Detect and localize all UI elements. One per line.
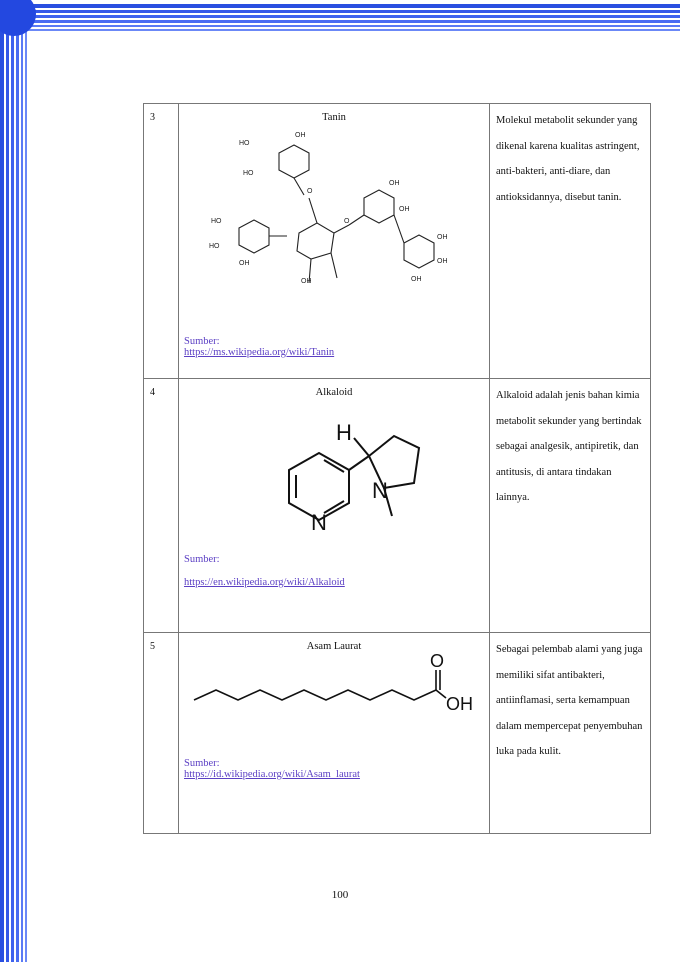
svg-text:O: O (307, 188, 313, 195)
svg-text:HO: HO (239, 140, 250, 147)
nitrogen-label: N (372, 478, 388, 503)
source-label: Sumber: (184, 336, 220, 347)
compound-cell (179, 379, 490, 633)
page-number: 100 (331, 889, 349, 901)
top-border-decoration (0, 0, 680, 40)
svg-text:OH: OH (389, 180, 400, 187)
row-number: 5 (144, 633, 179, 834)
hydroxyl-label: OH (446, 694, 473, 714)
source-label: Sumber: (184, 554, 220, 565)
svg-text:OH: OH (295, 132, 306, 139)
svg-text:O: O (344, 218, 350, 225)
svg-text:HO: HO (211, 218, 222, 225)
table-row (144, 379, 651, 633)
hydrogen-label: H (336, 420, 352, 445)
svg-text:HO: HO (243, 170, 254, 177)
svg-text:OH: OH (301, 278, 312, 285)
row-number: 4 (144, 379, 179, 633)
nicotine-structure-icon (244, 398, 424, 533)
source-label: Sumber: (184, 758, 220, 769)
lauric-acid-structure-icon (184, 652, 484, 722)
description: Sebagai pelembab alami yang juga memiliki sifat antibakteri, antiinflamasi, serta kemampuan dalam mempercepat penyembuhan luka pada kulit. (490, 633, 651, 834)
svg-text:OH: OH (437, 234, 448, 241)
source-link[interactable]: https://en.wikipedia.org/wiki/Alkaloid (184, 577, 345, 588)
row-number: 3 (144, 104, 179, 379)
svg-text:HO: HO (209, 243, 220, 250)
table-row (144, 104, 651, 379)
svg-text:OH: OH (239, 260, 250, 267)
description: Alkaloid adalah jenis bahan kimia metabolit sekunder yang bertindak sebagai analgesik, antipiretik, dan antitusis, di antara tindakan lainnya. (490, 379, 651, 633)
tannin-structure-icon (199, 123, 469, 313)
compound-cell (179, 633, 490, 834)
source-link[interactable]: https://ms.wikipedia.org/wiki/Tanin (184, 347, 335, 358)
compound-cell (179, 104, 490, 379)
nitrogen-label: N (311, 510, 327, 533)
corner-decoration (0, 0, 42, 42)
svg-text:OH: OH (411, 276, 422, 283)
compound-name: Tanin (322, 112, 346, 123)
source-link[interactable]: https://id.wikipedia.org/wiki/Asam_laurat (184, 769, 360, 780)
left-border-decoration (0, 0, 30, 962)
compound-name: Alkaloid (315, 387, 353, 398)
svg-text:OH: OH (399, 206, 410, 213)
compound-name: Asam Laurat (306, 641, 362, 652)
content-table (143, 103, 651, 834)
oxygen-label: O (430, 652, 445, 671)
description: Molekul metabolit sekunder yang dikenal karena kualitas astringent, anti-bakteri, anti-diare, dan antioksidannya, disebut tanin. (490, 104, 651, 379)
table-row (144, 633, 651, 834)
svg-text:OH: OH (437, 258, 448, 265)
